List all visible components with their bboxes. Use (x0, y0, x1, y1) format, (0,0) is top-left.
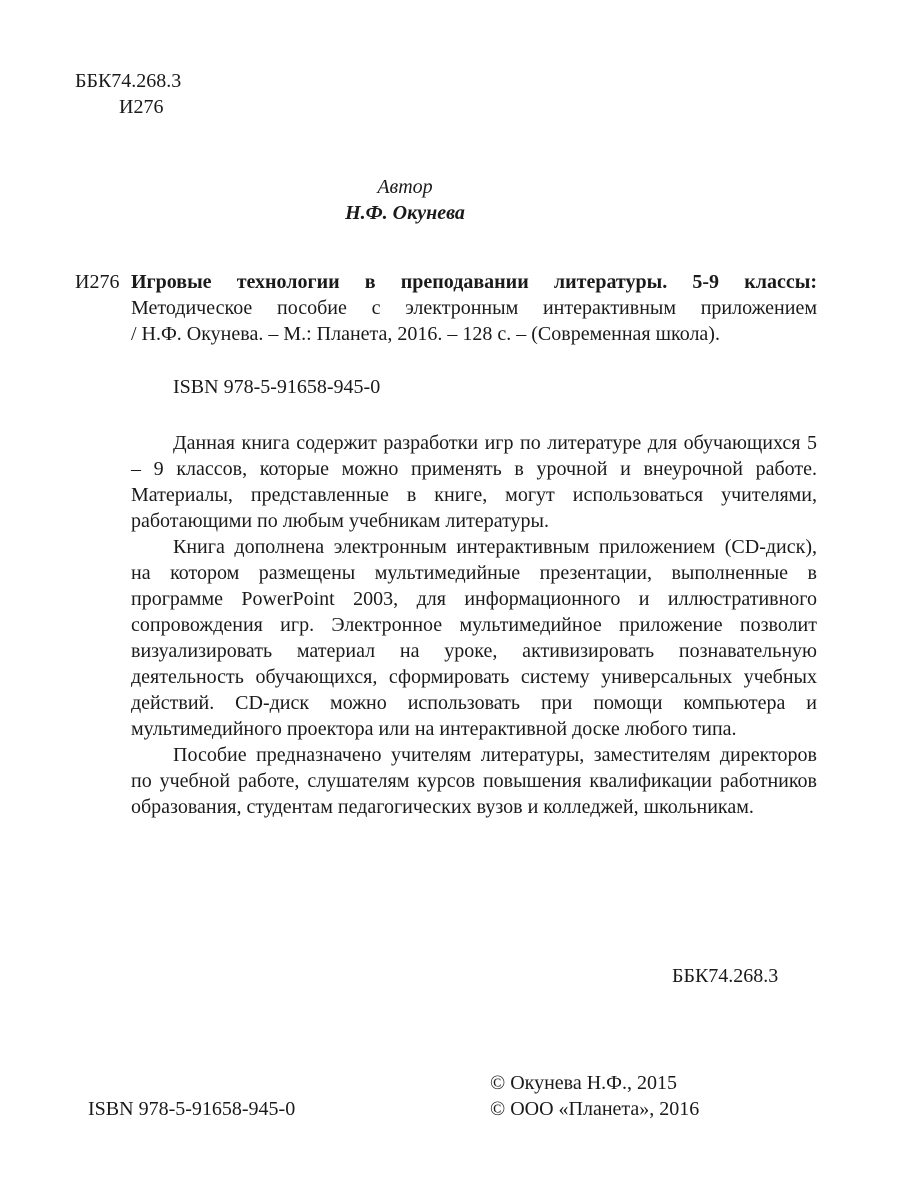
annotation (131, 430, 817, 820)
isbn-main: ISBN 978-5-91658-945-0 (173, 376, 381, 398)
copyright-block (490, 1070, 699, 1122)
entry-code: И276 (75, 271, 120, 293)
copyright-author: © Окунева Н.Ф., 2015 (490, 1072, 677, 1094)
author-role: Автор (377, 176, 433, 198)
bibliographic-entry (131, 269, 817, 347)
annotation-paragraph: Пособие предназначено учителям литературы, заместителям директоров по учебной работе, слушателям курсов повышения квалификации работников образования, студентам педагогических вузов и колледжей, школьникам. (131, 744, 817, 818)
isbn-footer: ISBN 978-5-91658-945-0 (88, 1098, 296, 1120)
copyright-publisher: © ООО «Планета», 2016 (490, 1098, 700, 1120)
author-name: Н.Ф. Окунева (345, 202, 465, 224)
author-mark: И276 (119, 96, 164, 118)
book-title: Игровые технологии в преподавании литературы. 5-9 классы: (131, 271, 817, 293)
annotation-paragraph: Книга дополнена электронным интерактивным приложением (CD-диск), на котором размещены мультимедийные презентации, выполненные в программе PowerPoint 2003, для информационного и иллюстративного сопровождения игр. Электронное мультимедийное приложение позволит визуализировать материал на уроке, активизировать познавательную деятельность обучающихся, сформировать систему универсальных учебных действий. CD-диск можно использовать при помощи компьютера и мультимедийного проектора или на интерактивной доске любого типа. (131, 536, 817, 740)
entry-subtitle: Методическое пособие с электронным интерактивным приложением (131, 297, 817, 319)
bbk-footer: ББК74.268.3 (672, 965, 779, 987)
bbk-code: ББК74.268.3 (75, 70, 182, 92)
entry-imprint: / Н.Ф. Окунева. – М.: Планета, 2016. – 128 с. – (Современная школа). (131, 323, 720, 345)
author-block (300, 174, 510, 226)
bbk-header (75, 68, 181, 120)
annotation-paragraph: Данная книга содержит разработки игр по литературе для обучающихся 5 – 9 классов, которые можно применять в урочной и внеурочной работе. Материалы, представленные в книге, могут использоваться учителями, работающими по любым учебникам литературы. (131, 432, 817, 532)
